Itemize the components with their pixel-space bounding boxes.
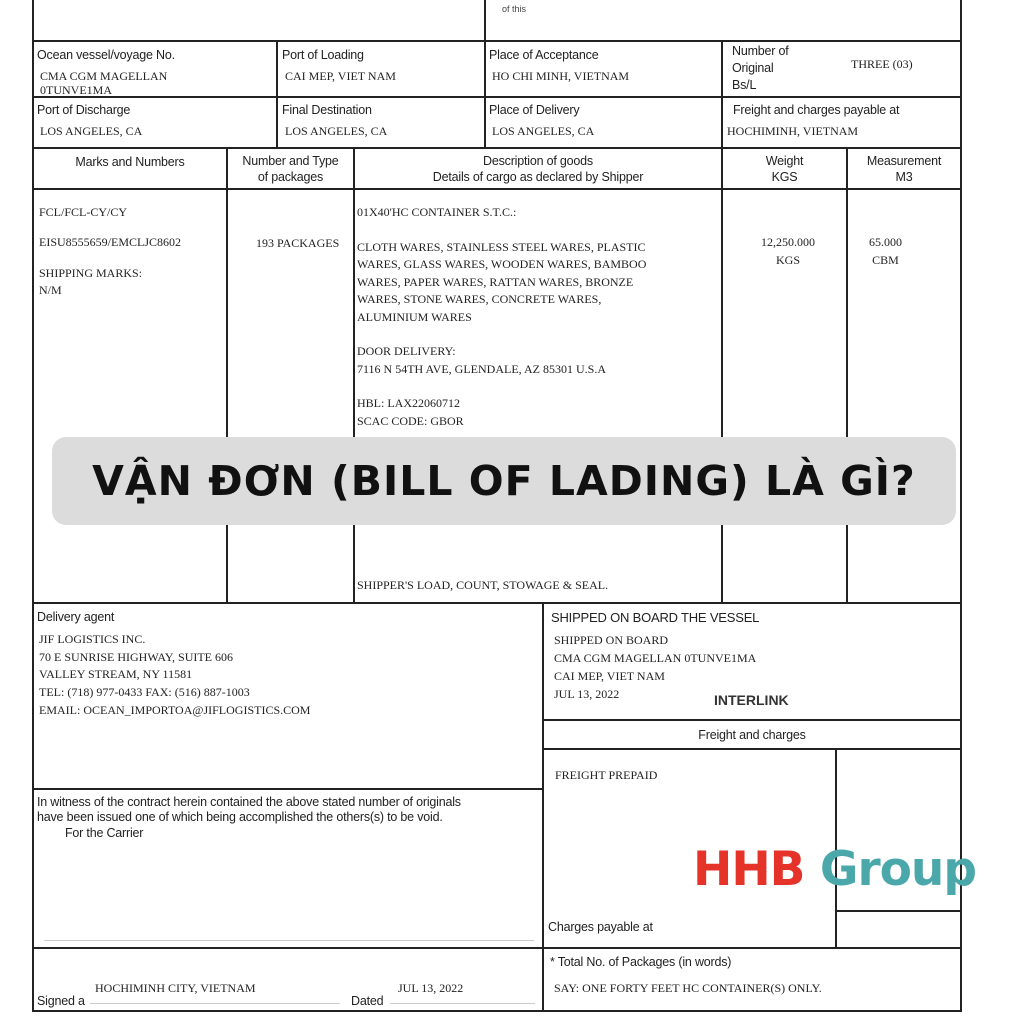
header-weight: KGS — [771, 170, 798, 184]
container-line: 01X40'HC CONTAINER S.T.C.: — [357, 205, 517, 219]
agent-line: VALLEY STREAM, NY 11581 — [39, 667, 193, 681]
dated-line — [390, 1003, 535, 1004]
port-of-loading-label: Port of Loading — [282, 48, 364, 62]
top-note: of this — [502, 4, 527, 14]
divider — [32, 1010, 962, 1012]
vessel-value: CMA CGM MAGELLAN — [40, 69, 168, 83]
place-of-delivery-value: LOS ANGELES, CA — [492, 124, 595, 138]
originals-label: Original — [732, 61, 774, 75]
freight-payable-value: HOCHIMINH, VIETNAM — [727, 124, 859, 138]
door-delivery-label: DOOR DELIVERY: — [357, 344, 456, 358]
marks-line: N/M — [39, 283, 62, 297]
divider — [542, 719, 962, 721]
divider — [276, 40, 278, 148]
divider — [353, 147, 355, 603]
originals-label: Number of — [732, 44, 789, 58]
shipped-line: JUL 13, 2022 — [554, 687, 620, 701]
final-destination-label: Final Destination — [282, 103, 372, 117]
place-of-delivery-label: Place of Delivery — [489, 103, 580, 117]
total-packages-label: * Total No. of Packages (in words) — [550, 955, 732, 969]
divider — [835, 910, 962, 912]
weight-unit: KGS — [775, 253, 800, 267]
goods-line: WARES, GLASS WARES, WOODEN WARES, BAMBOO — [357, 257, 647, 271]
header-description: Details of cargo as declared by Shipper — [432, 170, 644, 184]
description-block — [357, 204, 646, 430]
header-measurement: Measurement — [866, 154, 942, 168]
port-of-discharge-label: Port of Discharge — [37, 103, 131, 117]
delivery-agent-label: Delivery agent — [37, 610, 115, 624]
interlink-stamp: INTERLINK — [714, 692, 789, 708]
goods-line: WARES, PAPER WARES, RATTAN WARES, BRONZE — [357, 274, 634, 289]
signed-line — [90, 1003, 340, 1004]
header-description: Description of goods — [483, 154, 593, 168]
agent-line: TEL: (718) 977-0433 FAX: (516) 887-1003 — [39, 685, 250, 699]
total-packages-value: SAY: ONE FORTY FEET HC CONTAINER(S) ONLY. — [554, 981, 822, 995]
dated-label: Dated — [351, 994, 384, 1008]
freight-value: FREIGHT PREPAID — [555, 768, 658, 782]
freight-payable-label: Freight and charges payable at — [733, 103, 900, 117]
measurement-value: 65.000 — [869, 235, 902, 249]
title-banner — [52, 437, 956, 525]
goods-line: ALUMINIUM WARES — [357, 309, 472, 324]
door-delivery-address: 7116 N 54TH AVE, GLENDALE, AZ 85301 U.S.A — [357, 361, 606, 376]
freight-charges-header: Freight and charges — [698, 728, 806, 742]
shipped-on-board-label: SHIPPED ON BOARD THE VESSEL — [551, 610, 760, 625]
agent-line: 70 E SUNRISE HIGHWAY, SUITE 606 — [39, 650, 234, 664]
marks-line: SHIPPING MARKS: — [39, 266, 143, 280]
header-packages: of packages — [257, 170, 324, 184]
header-marks: Marks and Numbers — [75, 155, 185, 169]
witness-text: have been issued one of which being accomplished the others(s) to be void. — [37, 810, 443, 824]
border-left — [32, 0, 34, 1012]
divider — [32, 947, 962, 949]
divider — [32, 40, 962, 42]
divider — [484, 40, 486, 148]
final-destination-value: LOS ANGELES, CA — [285, 124, 388, 138]
shipped-line: SHIPPED ON BOARD — [554, 633, 669, 647]
divider — [542, 602, 544, 1012]
divider — [226, 147, 228, 603]
divider — [32, 602, 962, 604]
marks-line: FCL/FCL-CY/CY — [39, 205, 128, 219]
logo-group: Group — [804, 842, 977, 897]
divider — [32, 188, 962, 190]
header-weight: Weight — [765, 154, 804, 168]
divider — [484, 0, 486, 41]
goods-line: WARES, STONE WARES, CONCRETE WARES, — [357, 292, 602, 306]
header-packages: Number and Type — [242, 154, 339, 168]
hbl-value: HBL: LAX22060712 — [357, 396, 460, 410]
goods-line: CLOTH WARES, STAINLESS STEEL WARES, PLASTIC — [357, 239, 646, 254]
weight-value: 12,250.000 — [761, 235, 815, 249]
divider — [846, 147, 848, 603]
marks-line: EISU8555659/EMCLJC8602 — [39, 235, 182, 249]
place-of-acceptance-value: HO CHI MINH, VIETNAM — [492, 69, 630, 83]
for-carrier-label: For the Carrier — [65, 826, 144, 840]
hhb-group-logo — [693, 842, 976, 898]
banner-title: VẬN ĐƠN (BILL OF LADING) LÀ GÌ? — [92, 457, 916, 505]
signed-at-label: Signed a — [37, 994, 85, 1008]
originals-value: THREE (03) — [851, 57, 913, 71]
logo-hhb: HHB — [693, 842, 805, 897]
divider — [32, 147, 962, 149]
signed-place: HOCHIMINH CITY, VIETNAM — [95, 981, 256, 995]
divider — [32, 96, 962, 98]
originals-label: Bs/L — [732, 78, 757, 92]
port-of-discharge-value: LOS ANGELES, CA — [40, 124, 143, 138]
signature-line — [44, 940, 534, 941]
header-measurement: M3 — [895, 170, 913, 184]
agent-line: EMAIL: OCEAN_IMPORTOA@JIFLOGISTICS.COM — [39, 703, 311, 717]
scac-value: SCAC CODE: GBOR — [357, 413, 464, 428]
signed-date: JUL 13, 2022 — [398, 981, 464, 995]
packages-value: 193 PACKAGES — [256, 236, 340, 250]
charges-payable-label: Charges payable at — [548, 920, 653, 934]
shipped-line: CMA CGM MAGELLAN 0TUNVE1MA — [554, 651, 757, 665]
port-of-loading-value: CAI MEP, VIET NAM — [285, 69, 396, 83]
place-of-acceptance-label: Place of Acceptance — [489, 48, 599, 62]
divider — [542, 748, 962, 750]
shipped-line: CAI MEP, VIET NAM — [554, 669, 665, 683]
vessel-label: Ocean vessel/voyage No. — [37, 48, 175, 62]
witness-text: In witness of the contract herein contained the above stated number of originals — [37, 795, 461, 809]
voyage-value: 0TUNVE1MA — [40, 83, 112, 97]
measurement-unit: CBM — [872, 253, 899, 267]
shipper-load-note: SHIPPER'S LOAD, COUNT, STOWAGE & SEAL. — [357, 578, 609, 592]
agent-line: JIF LOGISTICS INC. — [39, 632, 146, 646]
divider — [32, 788, 544, 790]
